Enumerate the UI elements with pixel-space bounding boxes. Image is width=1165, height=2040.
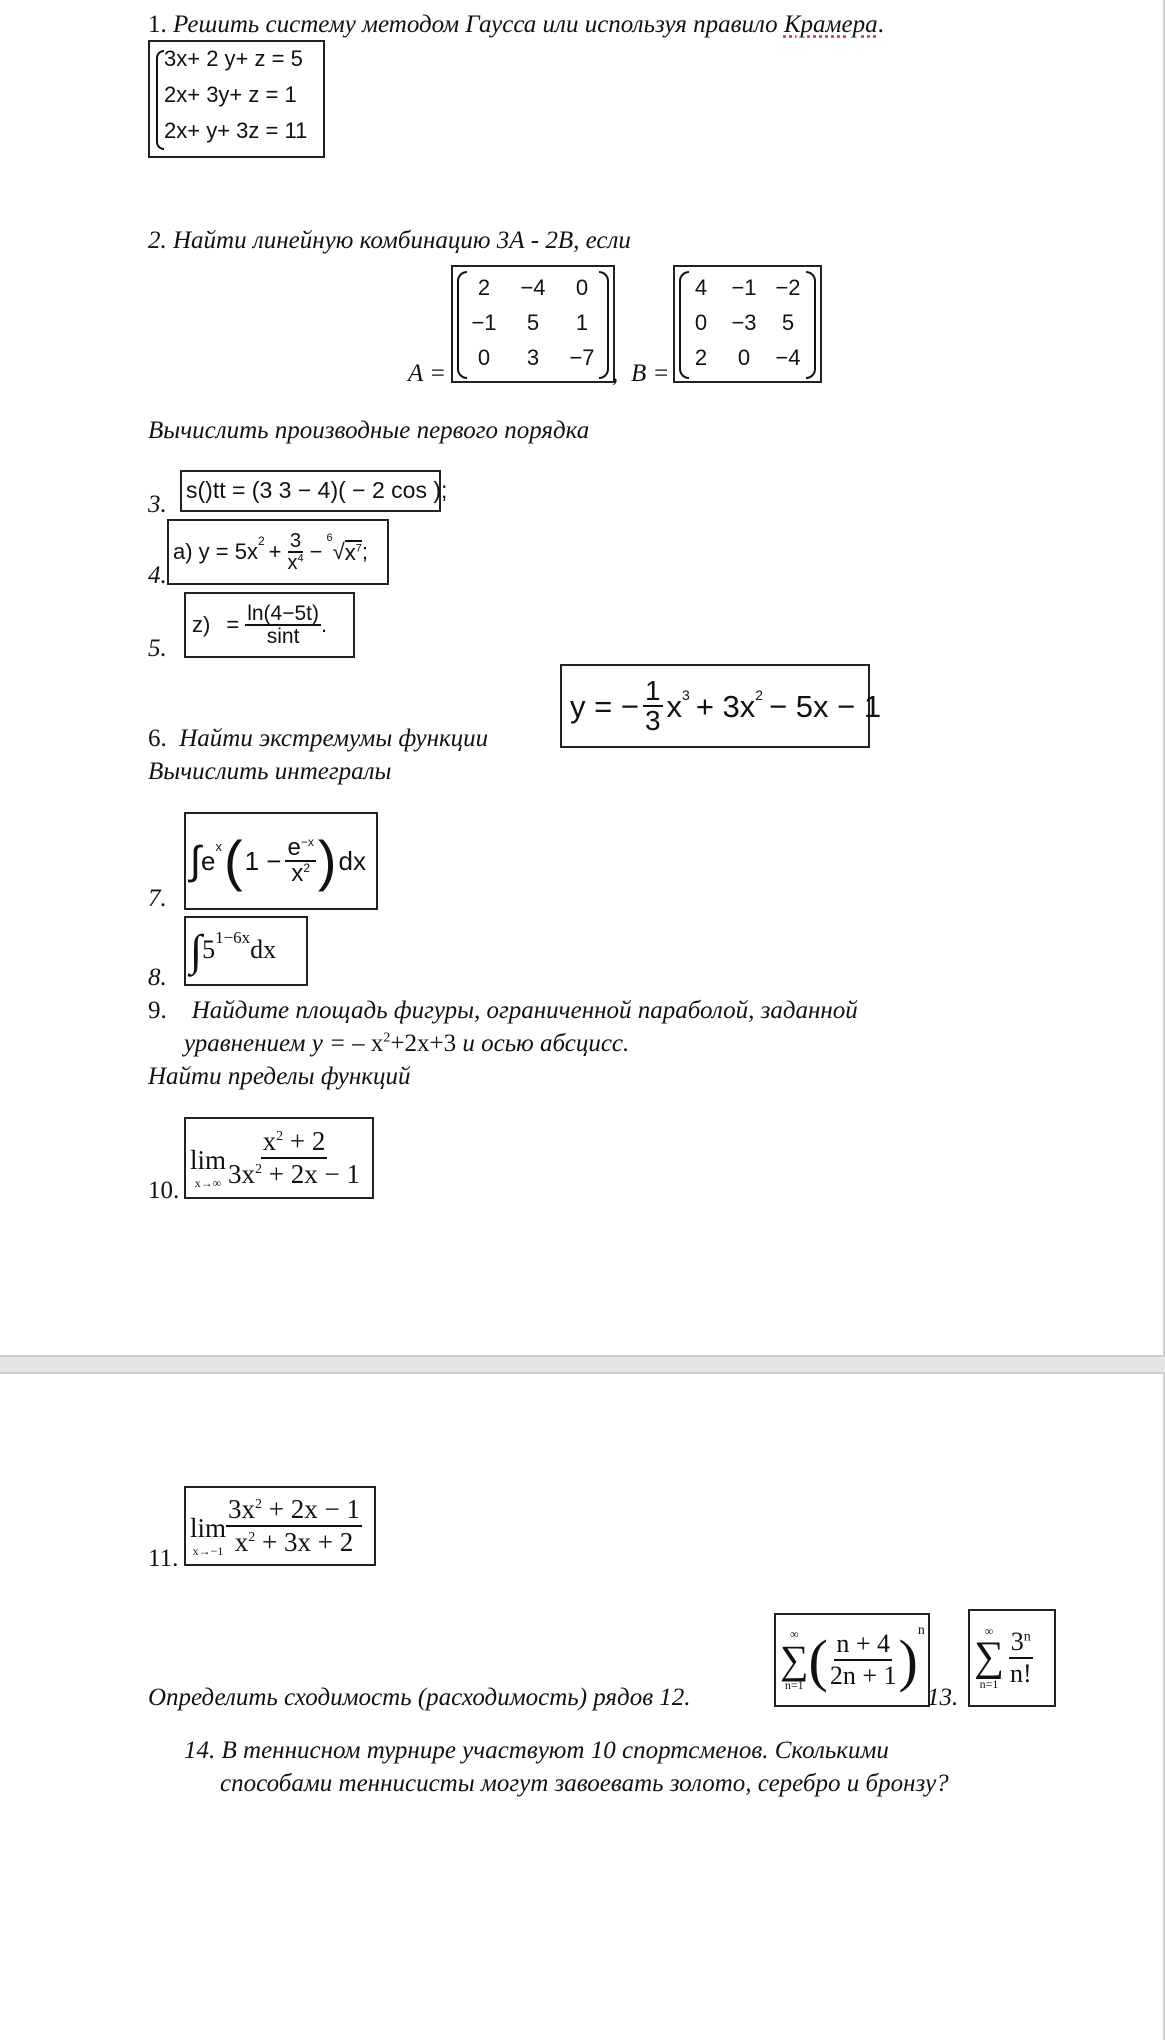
task-9-line-1: 9. Найдите площадь фигуры, ограниченной параболой, заданной <box>148 997 858 1024</box>
matrix-a-cell: 2 <box>477 275 491 300</box>
matrix-b-cell: 0 <box>737 345 751 370</box>
matrix-b-cell: 5 <box>781 310 795 335</box>
task-3-number: 3. <box>148 491 167 518</box>
matrix-b-cell: −1 <box>731 275 757 300</box>
matrix-b-box <box>673 265 822 383</box>
matrix-b-cell: 4 <box>694 275 708 300</box>
matrix-b-cell: −2 <box>775 275 801 300</box>
matrix-a-cell: 5 <box>526 310 540 335</box>
task-5-number: 5. <box>148 635 167 662</box>
matrix-b-cell: −4 <box>775 345 801 370</box>
task-14-line-2: способами теннисисты могут завоевать золото, серебро и бронзу? <box>220 1770 949 1797</box>
derivatives-heading: Вычислить производные первого порядка <box>148 417 590 444</box>
task-4-number: 4. <box>148 562 167 589</box>
task-3-formula: s()tt = (3 3 − 4)( − 2 cos ); <box>180 470 441 512</box>
task-9-line-2: уравнением y = – $x^2+2x+3$ и осью абсцисс. <box>184 1030 630 1057</box>
equation-1: 3x+ 2 y+ z = 5 <box>164 46 303 71</box>
limits-heading: Найти пределы функций <box>148 1063 411 1090</box>
task-13-number: 13. <box>927 1684 959 1711</box>
spellcheck-word[interactable]: Крамера <box>783 11 878 38</box>
task-4-formula: a) y = 5x $^2$ + $\frac{3}{x^4}$ − $^6$ √ $x^7$ ; <box>167 519 389 585</box>
task-11-formula: lim x→−1 $\frac{3x^2 + 2x - 1}{x^2 + 3x + 2}$ <box>184 1486 376 1566</box>
task-8-formula: ∫ 5 $^{1-6x}$ dx <box>184 916 308 986</box>
task-12-formula: ∞ ∑ n=1 ( $\frac{n + 4}{2n + 1}$ ) $^n$ <box>774 1613 930 1707</box>
task-7-number: 7. <box>148 885 167 912</box>
task-2-title: 2. Найти линейную комбинацию 3А - 2В, если <box>148 227 631 254</box>
sigma-icon: ∑ <box>780 1637 809 1682</box>
task-10-number: 10. <box>148 1177 180 1204</box>
matrix-a-cell: 1 <box>575 310 589 335</box>
task-6-title: 6. Найти экстремумы функции <box>148 725 489 752</box>
matrix-b-cell: 0 <box>694 310 708 335</box>
integral-icon: ∫ <box>190 925 203 975</box>
document-page-2 <box>0 1372 1165 2040</box>
matrix-a-cell: 3 <box>526 345 540 370</box>
task-6-formula: y = − $\frac{1}{3}$ x $^3$ + 3x $^2$ − 5x − 1 <box>560 664 870 748</box>
task-7-formula: ∫ e $^x$ ( 1 − $\frac{e^{-x}}{x^2}$ ) dx <box>184 812 378 910</box>
matrix-a-cell: −1 <box>471 310 497 335</box>
task-14-line-1: 14. В теннисном турнире участвуют 10 спортсменов. Сколькими <box>184 1737 889 1764</box>
sigma-icon: ∑ <box>974 1634 1004 1681</box>
task-1-title: 1. Решить систему методом Гаусса или используя правило Крамера. <box>148 11 884 38</box>
task-13-formula: ∞ ∑ n=1 $\frac{3^n}{n!}$ <box>968 1609 1056 1707</box>
matrix-b-cell: 2 <box>694 345 708 370</box>
root-icon: √ <box>332 539 345 564</box>
matrix-a-cell: 0 <box>575 275 589 300</box>
document-page-1: 1. Решить систему методом Гаусса или используя правило Крамера. 3x+ 2 y+ z = 5 2x+ 3y+ z = 1 2x+ y+ 3z = 11 2. Найти линейную комбинацию 3А - 2В, если A = 2 −4 0 −1 5 1 0 3 −7 , B = 4 −1 −2 0 −3 5 2 0 −4 Вычислить производные первого порядка 3. s()tt = (3 3 − 4)( − 2 cos ); 4. a) y = 5x $^2$ + $\frac{3}{x^4}$ − $^6$ √ $x^7$ ; 5. z) = $\frac{\ln(4-5t)}{\sin t}$ . 6. Найти экстремумы функции y = − $\frac{1}{3}$ x $^3$ + 3x $^2$ − 5x − 1 Вычислить интегралы 7. ∫ e $^x$ ( 1 − $\frac{e^{-x}}{x^2}$ ) dx 8. ∫ 5 $^{1-6x}$ dx 9. Найдите площадь фигуры, ограниченной параболой, заданной уравнением y = – $x^2+2x+3$ и осью абсцисс. Найти пределы функций 10. lim x→∞ $\frac{x^2 + 2}{3x^2 + 2x - 1}$ <box>0 0 1165 1355</box>
task-11-number: 11. <box>148 1545 179 1572</box>
matrix-a-label: A = <box>408 360 446 387</box>
matrix-b-label: B = <box>631 360 670 387</box>
matrix-a-cell: −7 <box>569 345 595 370</box>
equation-system-box <box>148 40 325 158</box>
matrix-a-cell: 0 <box>477 345 491 370</box>
integral-icon: ∫ <box>190 839 201 883</box>
system-brace <box>156 50 164 150</box>
matrix-b-cell: −3 <box>731 310 757 335</box>
task-5-formula: z) = $\frac{\ln(4-5t)}{\sin t}$ . <box>184 592 355 658</box>
series-text: Определить сходимость (расходимость) рядов 12. <box>148 1684 691 1711</box>
task-10-formula: lim x→∞ $\frac{x^2 + 2}{3x^2 + 2x - 1}$ <box>184 1117 374 1199</box>
task-8-number: 8. <box>148 964 167 991</box>
equation-3: 2x+ y+ 3z = 11 <box>164 118 308 143</box>
integrals-heading: Вычислить интегралы <box>148 758 392 785</box>
matrix-a-cell: −4 <box>520 275 546 300</box>
matrix-a-box <box>451 265 615 383</box>
equation-2: 2x+ 3y+ z = 1 <box>164 82 297 107</box>
